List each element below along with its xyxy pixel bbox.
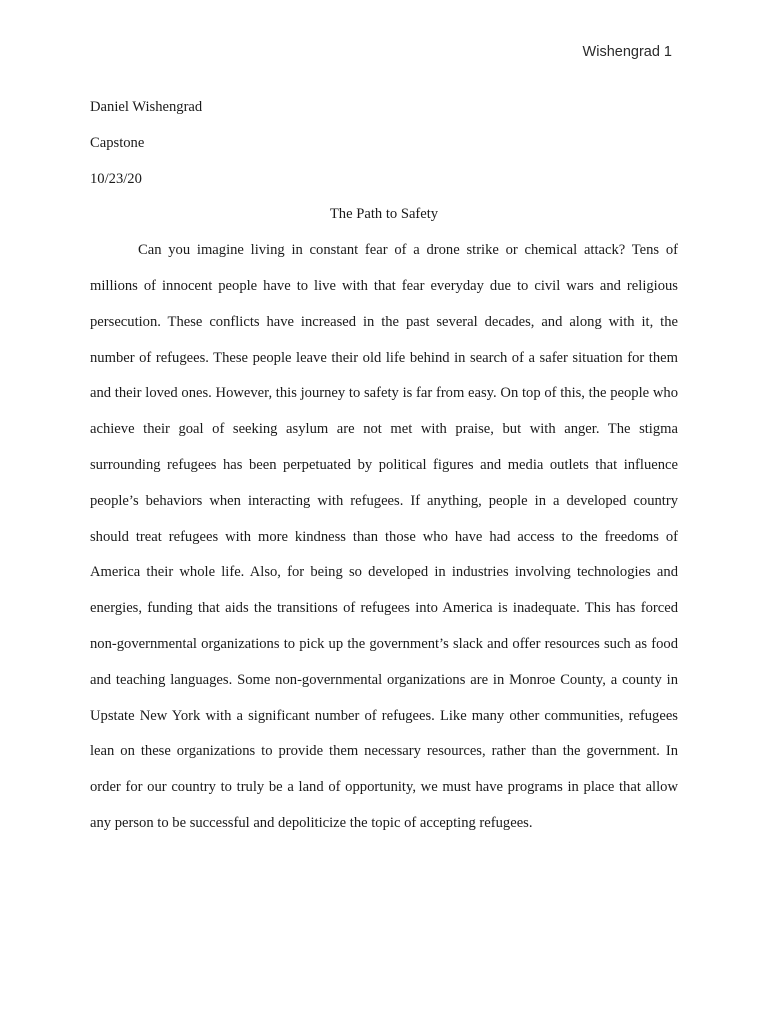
document-body — [90, 90, 678, 842]
author-name: Daniel Wishengrad — [90, 99, 203, 115]
running-head: Wishengrad 1 — [582, 44, 672, 60]
body-paragraph: Can you imagine living in constant fear of a drone strike or chemical attack? Tens of millions of innocent people have to live with that fear everyday due to civil wars and religious persecution. These conflicts have increased in the past several decades, and along with it, the number of refugees. These people leave their old life behind in search of a safer situation for them and their loved ones. However, this journey to safety is far from easy. On top of this, the people who achieve their goal of seeking asylum are not met with praise, but with anger. The stigma surrounding refugees has been perpetuated by political figures and media outlets that influence people’s behaviors when interacting with refugees. If anything, people in a developed country should treat refugees with more kindness than those who have had access to the freedoms of America their whole life. Also, for being so developed in industries involving technologies and energies, funding that aids the transitions of refugees into America is inadequate. This has forced non-governmental organizations to pick up the government’s slack and offer resources such as food and teaching languages. Some non-governmental organizations are in Monroe County, a county in Upstate New York with a significant number of refugees. Like many other communities, refugees lean on these organizations to provide them necessary resources, rather than the government. In order for our country to truly be a land of opportunity, we must have programs in place that allow any person to be successful and depoliticize the topic of accepting refugees. — [90, 242, 678, 831]
document-date: 10/23/20 — [90, 170, 142, 187]
document-title: The Path to Safety — [329, 206, 439, 223]
course-name: Capstone — [90, 134, 145, 151]
